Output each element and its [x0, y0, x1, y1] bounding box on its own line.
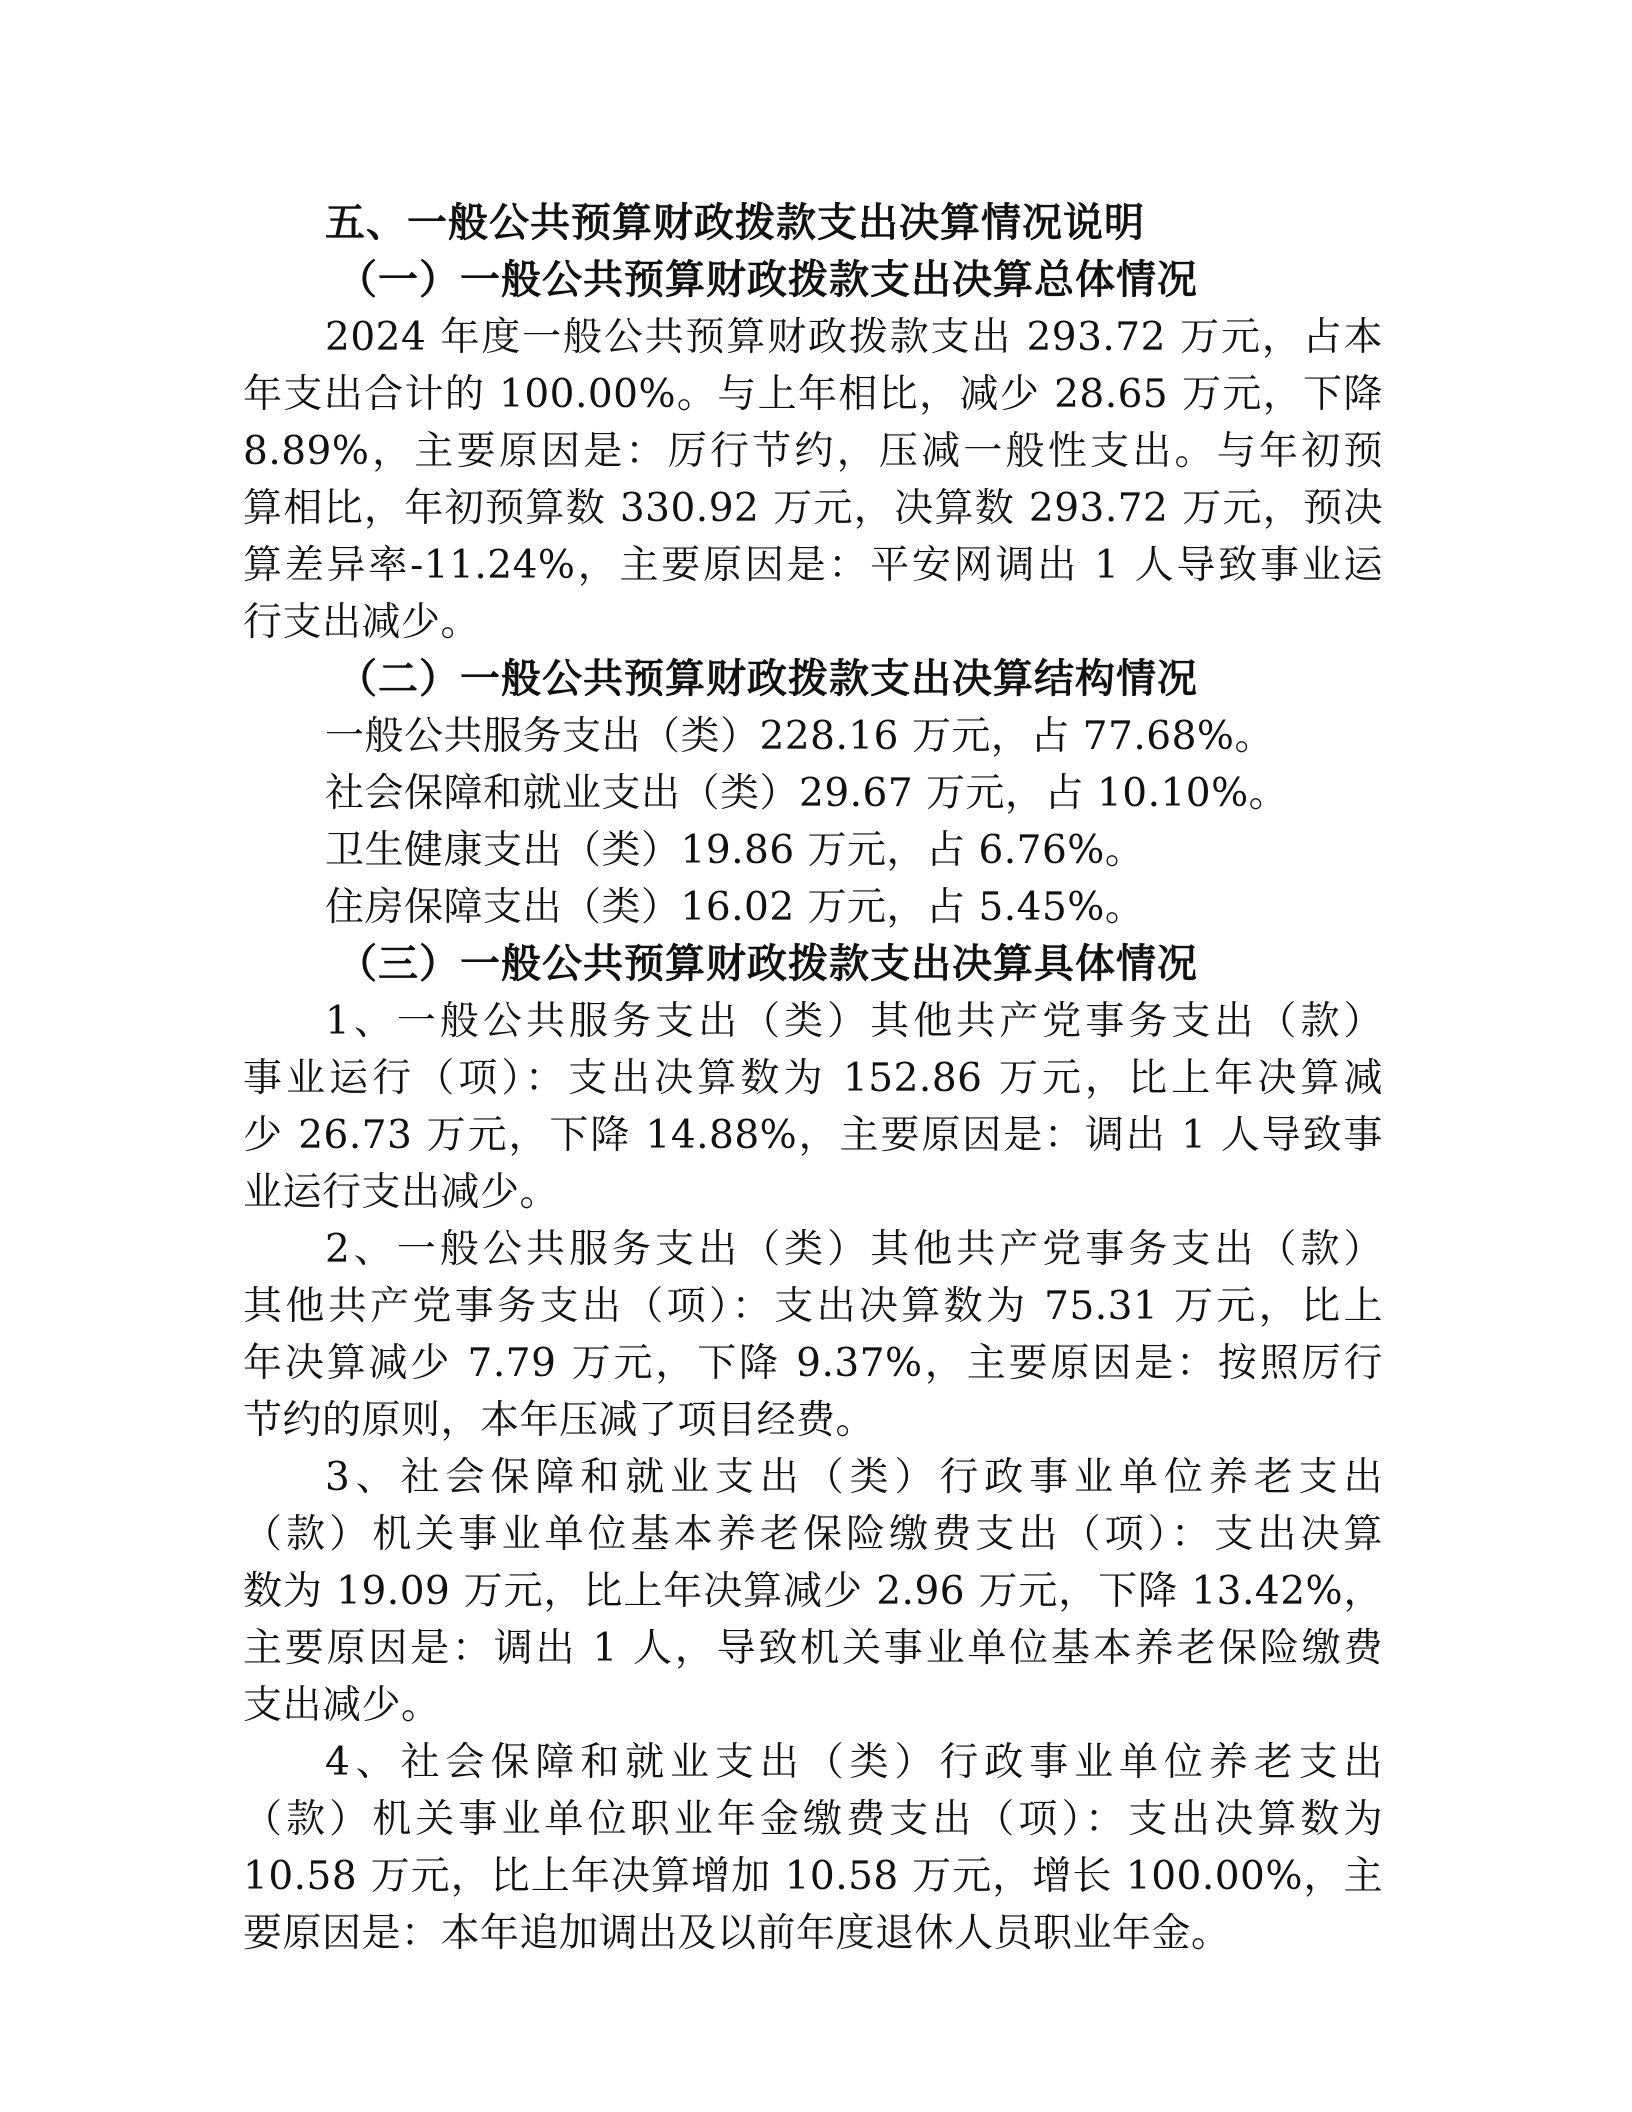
section-2-item: 一般公共服务支出（类）228.16 万元，占 77.68%。 [325, 714, 1274, 759]
section-3-item-2-line: 2、一般公共服务支出（类）其他共产党事务支出（款） [325, 1227, 1383, 1272]
section-3-item-1-line: 少 26.73 万元，下降 14.88%，主要原因是：调出 1 人导致事 [243, 1113, 1383, 1158]
section-1-line: 算相比，年初预算数 330.92 万元，决算数 293.72 万元，预决 [243, 486, 1383, 531]
section-1-heading: （一）一般公共预算财政拨款支出决算总体情况 [337, 257, 1198, 303]
section-3-item-3-line: 3、社会保障和就业支出（类）行政事业单位养老支出 [325, 1455, 1383, 1500]
section-1-line: 年支出合计的 100.00%。与上年相比，减少 28.65 万元，下降 [243, 372, 1383, 417]
section-3-item-4-line: 要原因是：本年追加调出及以前年度退休人员职业年金。 [243, 1911, 1231, 1956]
section-1-line: 2024 年度一般公共预算财政拨款支出 293.72 万元，占本 [325, 315, 1383, 360]
section-3-item-1-line: 1、一般公共服务支出（类）其他共产党事务支出（款） [325, 999, 1383, 1044]
document-page [243, 195, 1383, 1962]
section-1-line: 行支出减少。 [243, 600, 481, 645]
main-heading: 五、一般公共预算财政拨款支出决算情况说明 [325, 200, 1145, 246]
section-3-item-3-line: 数为 19.09 万元，比上年决算减少 2.96 万元，下降 13.42%， [243, 1569, 1383, 1614]
section-3-item-4-line: （款）机关事业单位职业年金缴费支出（项）：支出决算数为 [243, 1797, 1383, 1842]
section-3-heading: （三）一般公共预算财政拨款支出决算具体情况 [337, 941, 1198, 987]
section-2-heading: （二）一般公共预算财政拨款支出决算结构情况 [337, 656, 1198, 702]
section-2-item: 卫生健康支出（类）19.86 万元，占 6.76%。 [325, 828, 1145, 873]
section-1-line: 算差异率-11.24%，主要原因是：平安网调出 1 人导致事业运 [243, 543, 1383, 588]
section-3-item-4-line: 10.58 万元，比上年决算增加 10.58 万元，增长 100.00%，主 [243, 1854, 1383, 1899]
section-1-line: 8.89%，主要原因是：厉行节约，压减一般性支出。与年初预 [243, 429, 1383, 474]
section-3-item-4-line: 4、社会保障和就业支出（类）行政事业单位养老支出 [325, 1740, 1383, 1785]
section-3-item-3-line: 支出减少。 [243, 1683, 441, 1728]
section-2-item: 社会保障和就业支出（类）29.67 万元，占 10.10%。 [325, 771, 1289, 816]
section-3-item-3-line: 主要原因是：调出 1 人，导致机关事业单位基本养老保险缴费 [243, 1626, 1383, 1671]
section-3-item-1-line: 事业运行（项）：支出决算数为 152.86 万元，比上年决算减 [243, 1056, 1383, 1101]
section-2-item: 住房保障支出（类）16.02 万元，占 5.45%。 [325, 885, 1145, 930]
section-3-item-2-line: 其他共产党事务支出（项）：支出决算数为 75.31 万元，比上 [243, 1284, 1383, 1329]
section-3-item-1-line: 业运行支出减少。 [243, 1170, 560, 1215]
section-3-item-3-line: （款）机关事业单位基本养老保险缴费支出（项）：支出决算 [243, 1512, 1383, 1557]
section-3-item-2-line: 年决算减少 7.79 万元，下降 9.37%，主要原因是：按照厉行 [243, 1341, 1383, 1386]
section-3-item-2-line: 节约的原则，本年压减了项目经费。 [243, 1398, 876, 1443]
